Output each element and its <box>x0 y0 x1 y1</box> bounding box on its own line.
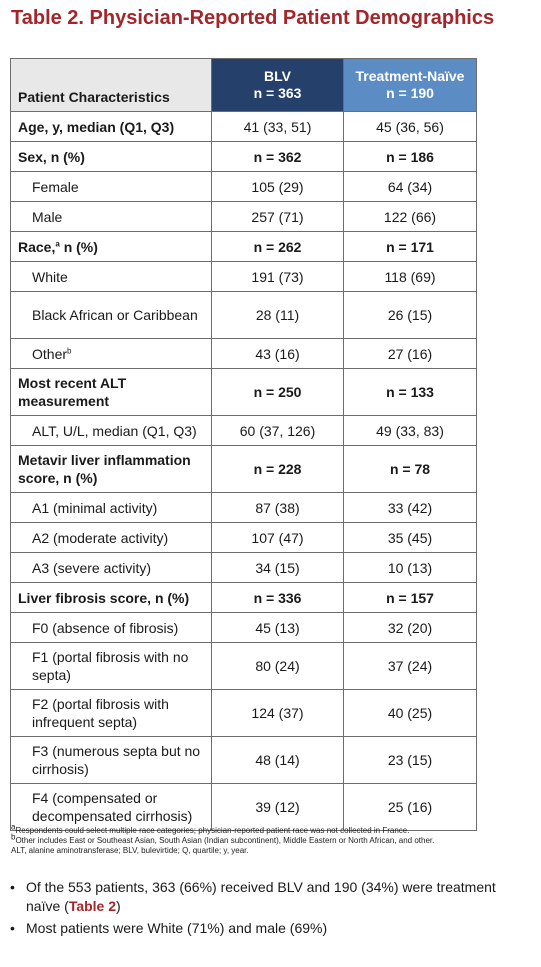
header-treatment-naive <box>344 59 477 112</box>
row-label: Liver fibrosis score, n (%) <box>11 583 212 613</box>
blv-value: 257 (71) <box>212 202 344 232</box>
summary-bullets <box>10 878 510 941</box>
label-text: Race, <box>18 238 56 255</box>
row-label: Metavir liver inflammation score, n (%) <box>11 446 212 493</box>
blv-value: n = 336 <box>212 583 344 613</box>
footnote-marker: a <box>11 822 16 832</box>
blv-value: 41 (33, 51) <box>212 112 344 142</box>
demographics-table <box>10 58 477 831</box>
tn-value: n = 186 <box>344 142 477 172</box>
blv-value: 60 (37, 126) <box>212 416 344 446</box>
bullet-item <box>10 919 510 938</box>
tn-value: 32 (20) <box>344 613 477 643</box>
tn-value: n = 133 <box>344 369 477 416</box>
bullet-marker: • <box>10 879 15 895</box>
header-blv <box>212 59 344 112</box>
blv-value: 39 (12) <box>212 784 344 831</box>
blv-value: 107 (47) <box>212 523 344 553</box>
table-row <box>11 172 477 202</box>
tn-value: 25 (16) <box>344 784 477 831</box>
tn-value: 37 (24) <box>344 643 477 690</box>
bullet-text: Of the 553 patients, 363 (66%) received BLV and 190 (34%) were treatment naïve ( <box>26 879 496 914</box>
tn-value: 40 (25) <box>344 690 477 737</box>
footnote-text: Respondents could select multiple race categories; physician-reported patient race was not collected in France. <box>15 826 410 835</box>
blv-value: 124 (37) <box>212 690 344 737</box>
row-label: A2 (moderate activity) <box>11 523 212 553</box>
table-row <box>11 112 477 142</box>
tn-value: n = 171 <box>344 232 477 262</box>
row-label: Age, y, median (Q1, Q3) <box>11 112 212 142</box>
row-label: Female <box>11 172 212 202</box>
table-row <box>11 493 477 523</box>
tn-value: 122 (66) <box>344 202 477 232</box>
table-footnotes <box>11 822 536 856</box>
blv-value: 45 (13) <box>212 613 344 643</box>
blv-value: 80 (24) <box>212 643 344 690</box>
footnote-a <box>11 822 536 836</box>
row-label <box>11 232 212 262</box>
row-label: F4 (compensated or decompensated cirrhosis) <box>11 784 212 831</box>
blv-value: 105 (29) <box>212 172 344 202</box>
label-text: Other <box>32 345 68 362</box>
blv-value: n = 250 <box>212 369 344 416</box>
table-reference-link[interactable]: Table 2 <box>68 898 117 914</box>
header-patient-characteristics: Patient Characteristics <box>11 59 212 112</box>
table-row <box>11 583 477 613</box>
bullet-item <box>10 878 510 916</box>
table-row <box>11 369 477 416</box>
table-row <box>11 339 477 369</box>
row-label: F0 (absence of fibrosis) <box>11 613 212 643</box>
row-label: A1 (minimal activity) <box>11 493 212 523</box>
header-blv-name: BLV <box>264 68 291 84</box>
blv-value: 34 (15) <box>212 553 344 583</box>
tn-value: 118 (69) <box>344 262 477 292</box>
row-label <box>11 339 212 369</box>
table-row <box>11 262 477 292</box>
table-row <box>11 690 477 737</box>
tn-value: 64 (34) <box>344 172 477 202</box>
blv-value: 28 (11) <box>212 292 344 339</box>
table-row <box>11 737 477 784</box>
table-row <box>11 553 477 583</box>
blv-value: 87 (38) <box>212 493 344 523</box>
row-label: Male <box>11 202 212 232</box>
table-title: Table 2. Physician-Reported Patient Demographics <box>11 7 495 29</box>
footnote-marker: b <box>67 345 72 355</box>
blv-value: 48 (14) <box>212 737 344 784</box>
blv-value: n = 228 <box>212 446 344 493</box>
tn-value: 49 (33, 83) <box>344 416 477 446</box>
header-tn-n: n = 190 <box>386 85 434 101</box>
blv-value: n = 362 <box>212 142 344 172</box>
blv-value: 191 (73) <box>212 262 344 292</box>
footnote-b <box>11 832 536 846</box>
tn-value: n = 78 <box>344 446 477 493</box>
tn-value: 35 (45) <box>344 523 477 553</box>
table-row <box>11 643 477 690</box>
header-tn-name: Treatment-Naïve <box>355 68 465 84</box>
tn-value: 27 (16) <box>344 339 477 369</box>
row-label: ALT, U/L, median (Q1, Q3) <box>11 416 212 446</box>
row-label: White <box>11 262 212 292</box>
bullet-text: Most patients were White (71%) and male (69%) <box>26 920 328 936</box>
tn-value: 45 (36, 56) <box>344 112 477 142</box>
table-row <box>11 142 477 172</box>
row-label: Black African or Caribbean <box>11 292 212 339</box>
label-text: n (%) <box>59 238 98 255</box>
table-row <box>11 784 477 831</box>
table-row <box>11 523 477 553</box>
row-label: F3 (numerous septa but no cirrhosis) <box>11 737 212 784</box>
bullet-text: ) <box>116 898 121 914</box>
table-row <box>11 613 477 643</box>
blv-value: n = 262 <box>212 232 344 262</box>
row-label: F2 (portal fibrosis with infrequent septa) <box>11 690 212 737</box>
header-blv-n: n = 363 <box>253 85 302 101</box>
blv-value: 43 (16) <box>212 339 344 369</box>
tn-value: 10 (13) <box>344 553 477 583</box>
tn-value: 33 (42) <box>344 493 477 523</box>
table-row <box>11 232 477 262</box>
footnote-marker: b <box>11 832 16 842</box>
footnote-text: Other includes East or Southeast Asian, South Asian (Indian subcontinent), Middle Eastern or North African, and other. <box>15 836 435 845</box>
bullet-marker: • <box>10 920 15 936</box>
tn-value: n = 157 <box>344 583 477 613</box>
table-header-row <box>11 59 477 112</box>
row-label: F1 (portal fibrosis with no septa) <box>11 643 212 690</box>
table-row <box>11 202 477 232</box>
abbreviations: ALT, alanine aminotransferase; BLV, bulevirtide; Q, quartile; y, year. <box>11 846 249 855</box>
row-label: A3 (severe activity) <box>11 553 212 583</box>
table-row <box>11 446 477 493</box>
row-label: Sex, n (%) <box>11 142 212 172</box>
table-row <box>11 292 477 339</box>
footnote-marker: a <box>55 238 60 248</box>
tn-value: 23 (15) <box>344 737 477 784</box>
table-row <box>11 416 477 446</box>
tn-value: 26 (15) <box>344 292 477 339</box>
row-label: Most recent ALT measurement <box>11 369 212 416</box>
